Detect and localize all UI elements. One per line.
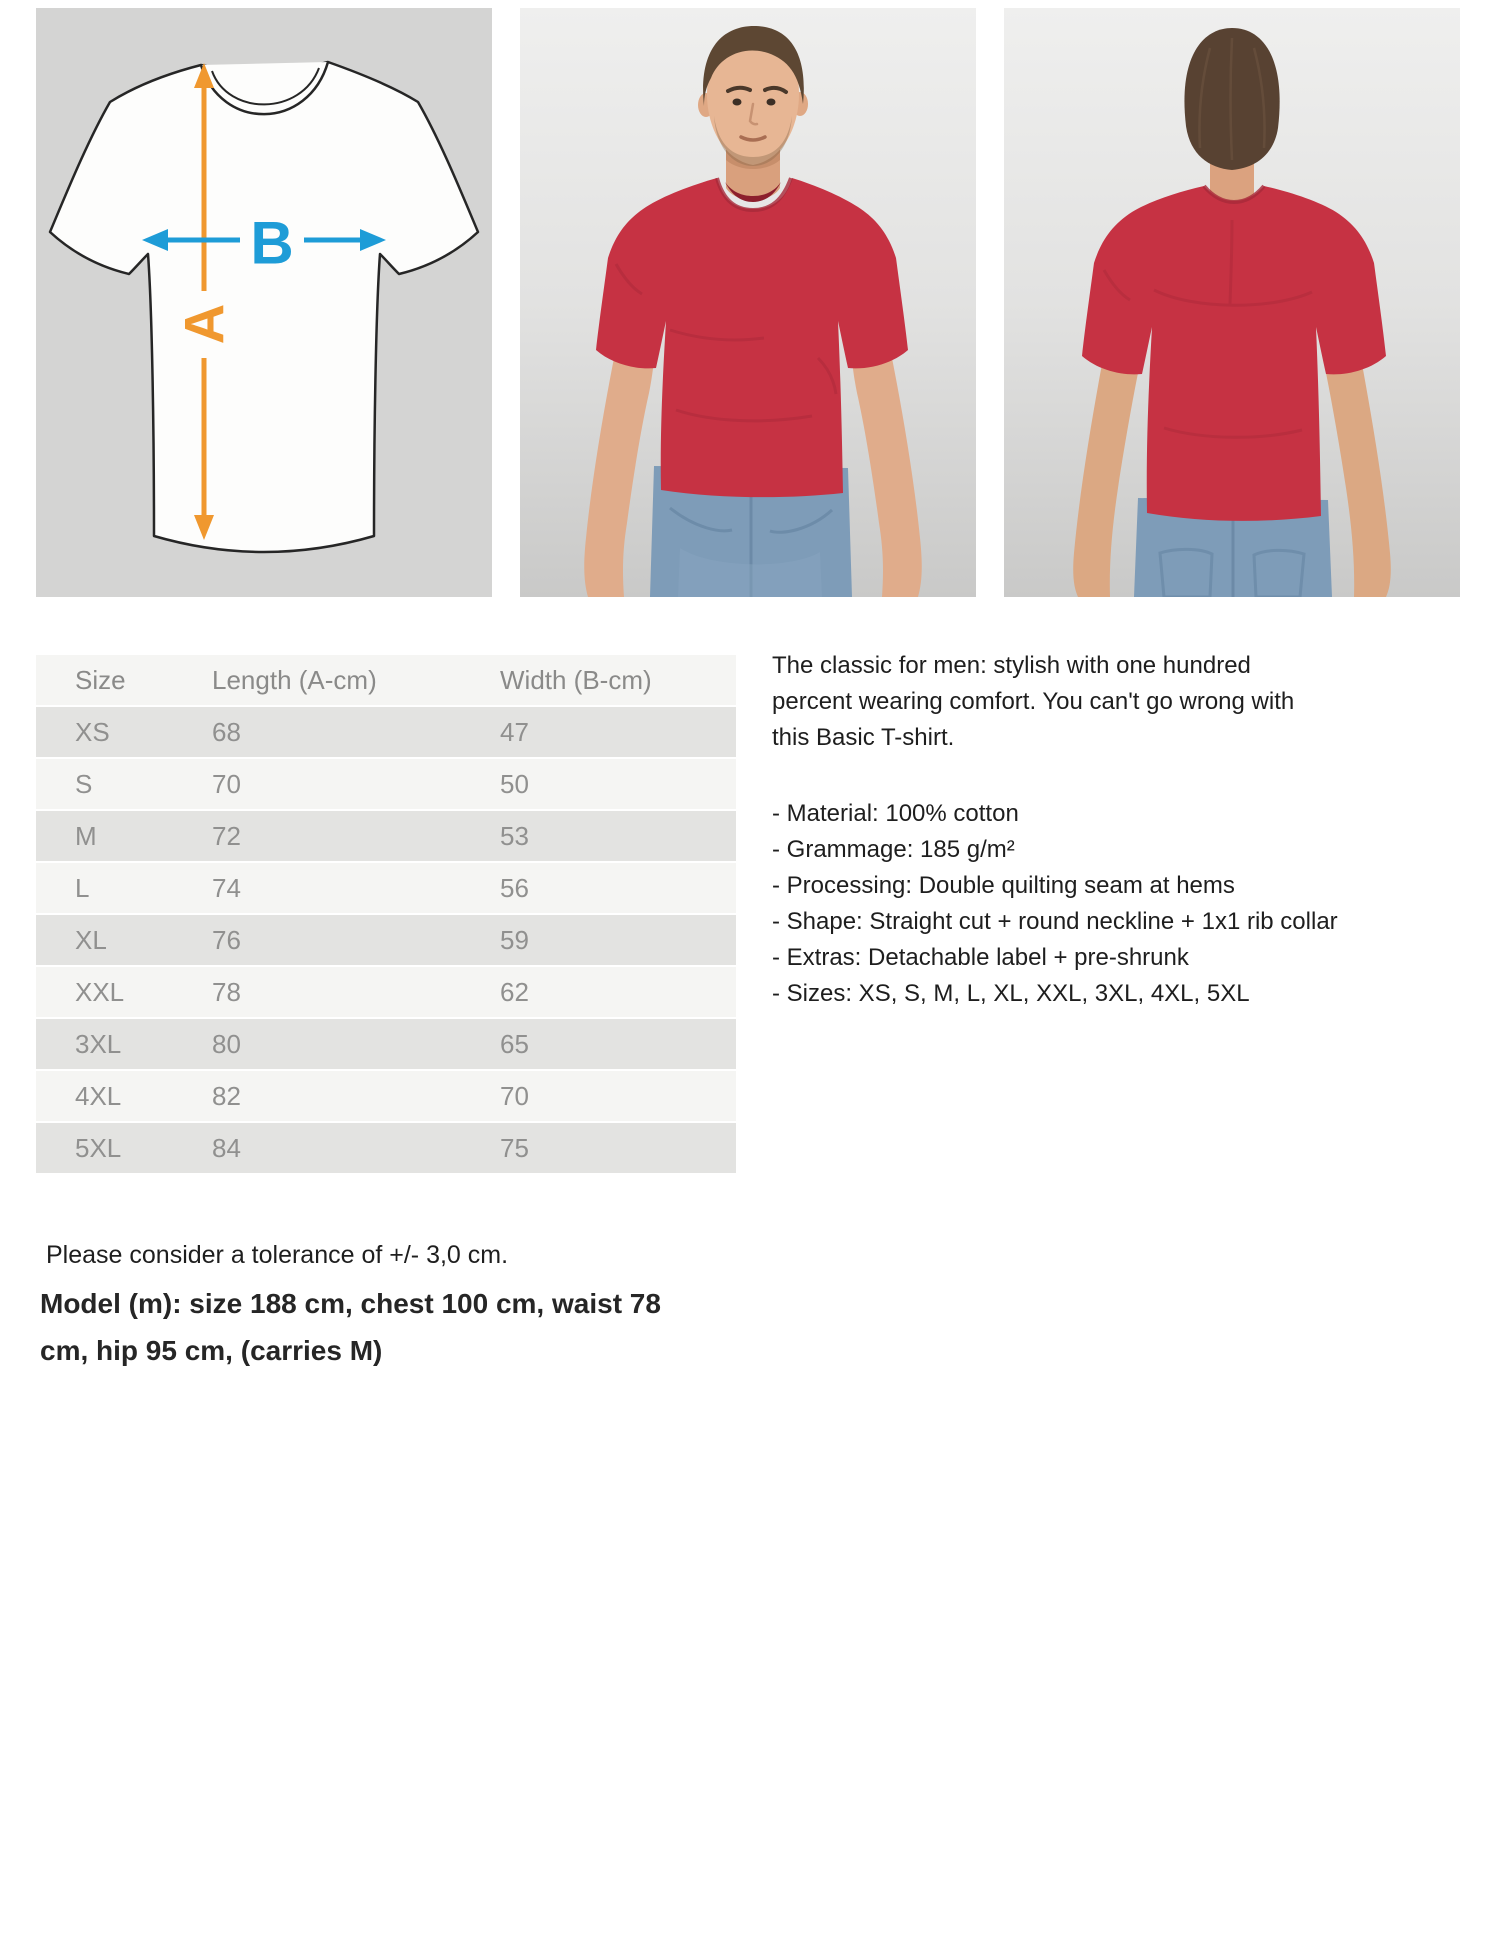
width-cell: 70 xyxy=(500,1080,529,1111)
width-cell: 75 xyxy=(500,1132,529,1163)
arrow-a-line-lower xyxy=(202,358,207,518)
length-cell: 82 xyxy=(212,1080,241,1111)
size-table-row-xxl xyxy=(36,967,736,1019)
size-table-row-3xl xyxy=(36,1019,736,1071)
tshirt-measurement-diagram xyxy=(36,8,492,597)
size-table-row-xl xyxy=(36,915,736,967)
size-cell: L xyxy=(75,872,90,903)
width-cell: 59 xyxy=(500,924,529,955)
length-cell: 72 xyxy=(212,820,241,851)
bottom-notes xyxy=(40,1238,661,1374)
length-cell: 76 xyxy=(212,924,241,955)
size-cell: 4XL xyxy=(75,1080,122,1111)
model-back-illustration xyxy=(1004,8,1460,597)
size-table-row-5xl xyxy=(36,1123,736,1175)
size-cell: S xyxy=(75,768,93,799)
description-intro-line: this Basic T-shirt. xyxy=(772,724,955,751)
size-cell: 3XL xyxy=(75,1028,122,1059)
eye-left xyxy=(733,99,742,106)
size-table-row-4xl xyxy=(36,1071,736,1123)
length-cell: 68 xyxy=(212,716,241,747)
attribute-grammage: - Grammage: 185 g/m² xyxy=(772,836,1015,863)
model-note-line: Model (m): size 188 cm, chest 100 cm, waist 78 xyxy=(40,1288,661,1319)
length-cell: 78 xyxy=(212,976,241,1007)
size-table-row-xs xyxy=(36,707,736,759)
size-table-row-l xyxy=(36,863,736,915)
attribute-material: - Material: 100% cotton xyxy=(772,800,1019,827)
width-cell: 53 xyxy=(500,820,529,851)
width-cell: 56 xyxy=(500,872,529,903)
size-cell: XXL xyxy=(75,976,125,1007)
eye-right xyxy=(767,99,776,106)
width-cell: 47 xyxy=(500,716,529,747)
model-photo-front xyxy=(520,8,976,597)
column-header-width: Width (B-cm) xyxy=(500,664,652,695)
arrow-b-line-right xyxy=(304,238,362,243)
size-cell: XS xyxy=(75,716,110,747)
measurement-label-b: B xyxy=(250,209,294,277)
attribute-processing: - Processing: Double quilting seam at hems xyxy=(772,872,1235,899)
length-cell: 74 xyxy=(212,872,241,903)
column-header-length: Length (A-cm) xyxy=(212,664,377,695)
width-cell: 65 xyxy=(500,1028,529,1059)
length-cell: 70 xyxy=(212,768,241,799)
model-photo-back xyxy=(1004,8,1460,597)
column-header-size: Size xyxy=(75,664,126,695)
description-intro-line: The classic for men: stylish with one hundred xyxy=(772,652,1251,679)
size-table xyxy=(36,655,736,1175)
product-description xyxy=(772,648,1482,1012)
measurement-label-a: A xyxy=(172,303,236,345)
size-diagram-panel xyxy=(36,8,492,597)
arrow-a-line-upper xyxy=(202,86,207,291)
attribute-sizes: - Sizes: XS, S, M, L, XL, XXL, 3XL, 4XL, 5XL xyxy=(772,980,1250,1007)
width-cell: 62 xyxy=(500,976,529,1007)
length-cell: 80 xyxy=(212,1028,241,1059)
size-cell: 5XL xyxy=(75,1132,122,1163)
product-attribute-list xyxy=(772,796,1482,1012)
size-cell: XL xyxy=(75,924,107,955)
width-cell: 50 xyxy=(500,768,529,799)
size-table-row-s xyxy=(36,759,736,811)
arrow-b-line-left xyxy=(166,238,240,243)
description-intro-line: percent wearing comfort. You can't go wrong with xyxy=(772,688,1295,715)
model-measurements-note xyxy=(40,1280,661,1374)
model-front-illustration xyxy=(520,8,976,597)
size-cell: M xyxy=(75,820,97,851)
tolerance-note: Please consider a tolerance of +/- 3,0 cm. xyxy=(46,1241,509,1269)
attribute-shape: - Shape: Straight cut + round neckline + 1x1 rib collar xyxy=(772,908,1338,935)
attribute-extras: - Extras: Detachable label + pre-shrunk xyxy=(772,944,1189,971)
tshirt-outline xyxy=(50,62,478,552)
size-table-row-m xyxy=(36,811,736,863)
length-cell: 84 xyxy=(212,1132,241,1163)
model-note-line: cm, hip 95 cm, (carries M) xyxy=(40,1335,383,1366)
size-table-header-row xyxy=(36,655,736,707)
description-intro xyxy=(772,648,1482,756)
